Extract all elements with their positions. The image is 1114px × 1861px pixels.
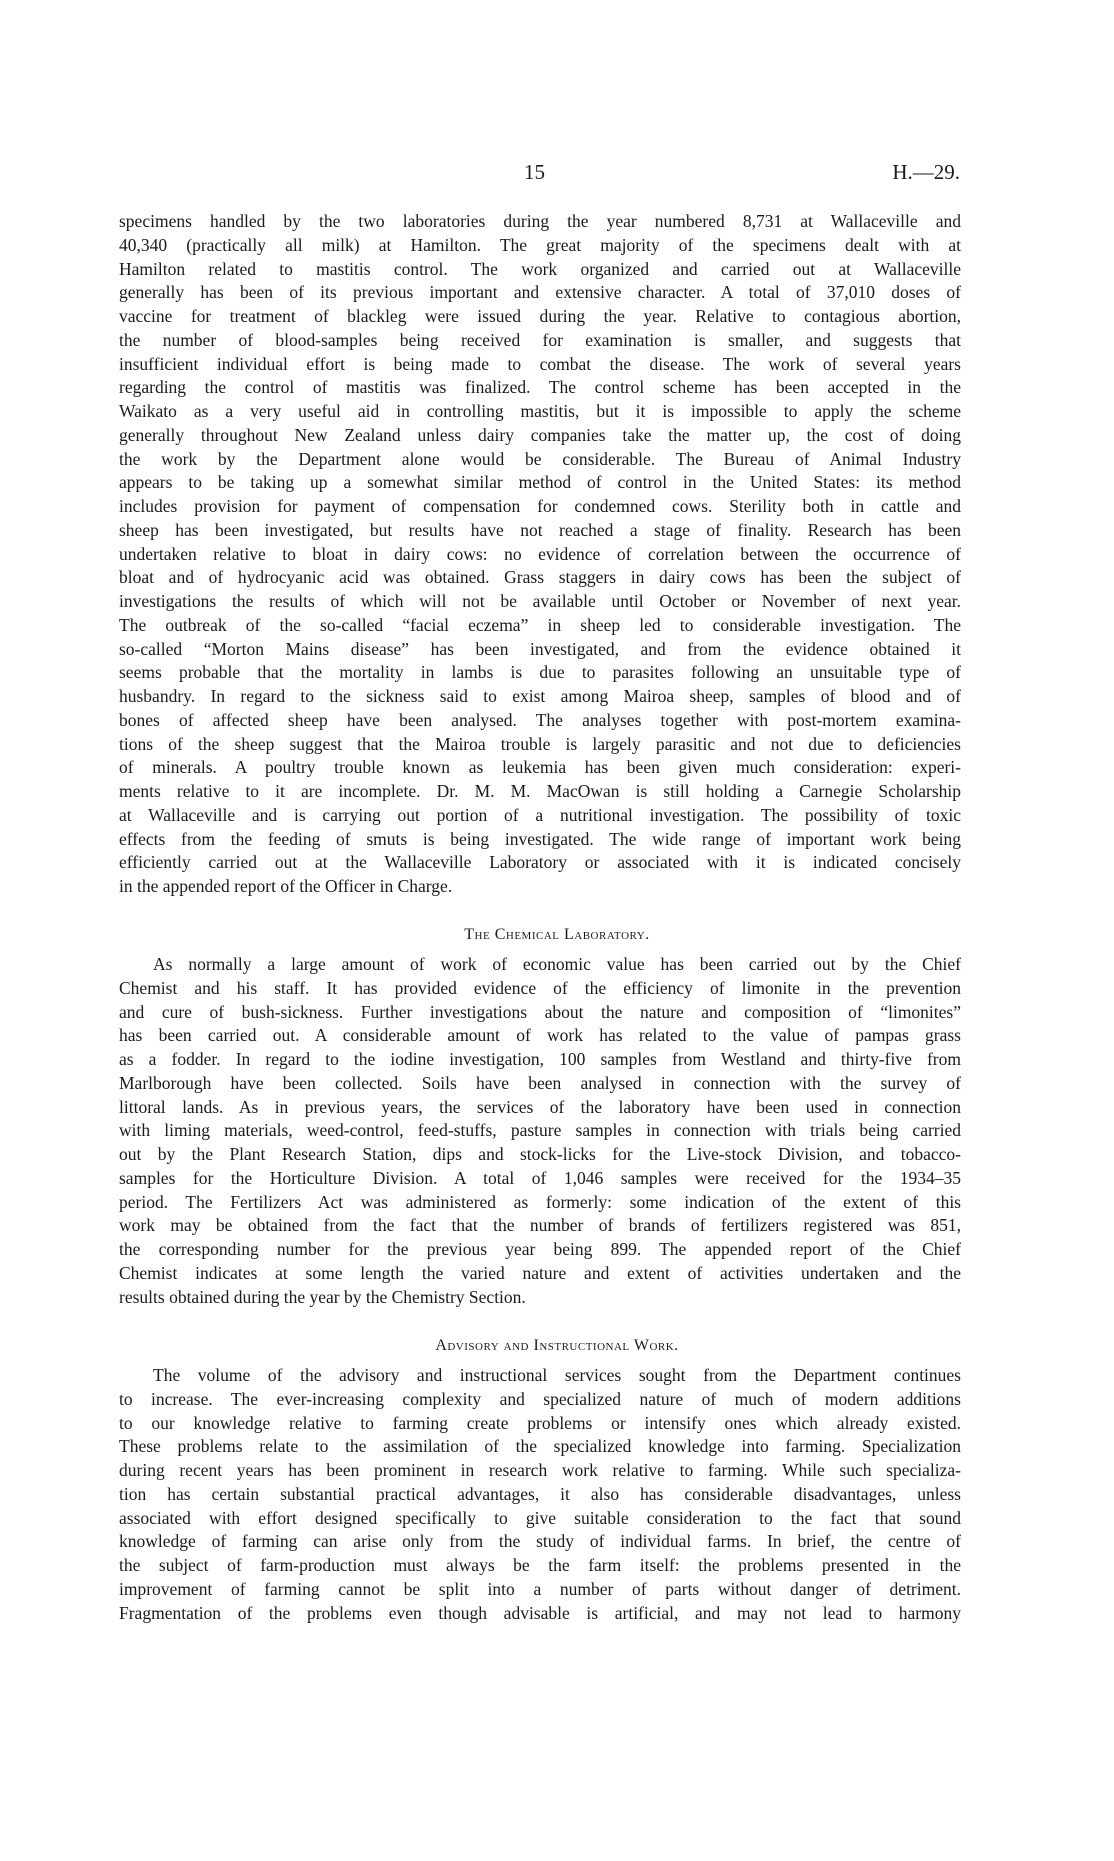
section-heading-advisory-work: Advisory and Instructional Work. bbox=[435, 1337, 679, 1354]
page-number: 15 bbox=[524, 160, 545, 184]
text-line: regarding the control of mastitis was finalized. The control scheme has been accepted in the bbox=[119, 377, 961, 398]
text-line: effects from the feeding of smuts is being investigated. The wide range of important work being bbox=[119, 828, 961, 849]
text-line: efficiently carried out at the Wallaceville Laboratory or associated with it is indicated concisely bbox=[119, 852, 961, 873]
text-line: These problems relate to the assimilation of the specialized knowledge into farming. Specialization bbox=[119, 1436, 961, 1457]
text-line: as a fodder. In regard to the iodine investigation, 100 samples from Westland and thirty-five from bbox=[119, 1049, 961, 1069]
text-line: the number of blood-samples being received for examination is smaller, and suggests that bbox=[119, 329, 961, 350]
text-line: samples for the Horticulture Division. A total of 1,046 samples were received for the 1934–35 bbox=[119, 1167, 961, 1188]
text-line: vaccine for treatment of blackleg were issued during the year. Relative to contagious abortion, bbox=[119, 306, 961, 326]
text-line: the corresponding number for the previous year being 899. The appended report of the Chief bbox=[119, 1239, 961, 1259]
text-line: insufficient individual effort is being made to combat the disease. The work of several years bbox=[119, 353, 961, 374]
text-line: 40,340 (practically all milk) at Hamilton. The great majority of the specimens dealt with at bbox=[119, 234, 961, 255]
text-line: Hamilton related to mastitis control. The work organized and carried out at Wallaceville bbox=[119, 258, 961, 279]
text-line: with liming materials, weed-control, feed-stuffs, pasture samples in connection with trials being carried bbox=[119, 1120, 961, 1141]
text-line: Marlborough have been collected. Soils have been analysed in connection with the survey of bbox=[119, 1072, 961, 1093]
text-line: in the appended report of the Officer in Charge. bbox=[119, 876, 453, 896]
text-line: appears to be taking up a somewhat similar method of control in the United States: its method bbox=[119, 472, 961, 493]
text-line: Waikato as a very useful aid in controlling mastitis, but it is impossible to apply the scheme bbox=[119, 401, 961, 421]
text-line: during recent years has been prominent in research work relative to farming. While such specializa- bbox=[119, 1460, 961, 1480]
paragraph-advisory-work bbox=[119, 1364, 961, 1625]
text-line: the subject of farm-production must always be the farm itself: the problems presented in the bbox=[119, 1555, 961, 1575]
text-line: results obtained during the year by the Chemistry Section. bbox=[119, 1286, 526, 1307]
text-line: to our knowledge relative to farming create problems or intensify ones which already existed. bbox=[119, 1412, 961, 1433]
text-line: to increase. The ever-increasing complexity and specialized nature of much of modern additions bbox=[119, 1388, 961, 1409]
text-line: bloat and of hydrocyanic acid was obtained. Grass staggers in dairy cows has been the subject of bbox=[119, 567, 961, 588]
text-line: The volume of the advisory and instructional services sought from the Department continues bbox=[153, 1365, 961, 1385]
text-line: has been carried out. A considerable amount of work has related to the value of pampas grass bbox=[119, 1025, 961, 1046]
text-line: work may be obtained from the fact that the number of brands of fertilizers registered was 851, bbox=[119, 1215, 961, 1236]
text-line: and cure of bush-sickness. Further investigations about the nature and composition of “limonites” bbox=[119, 1001, 961, 1022]
paragraph-continued bbox=[119, 210, 961, 899]
text-line: improvement of farming cannot be split into a number of parts without danger of detriment. bbox=[119, 1578, 961, 1599]
text-line: Chemist and his staff. It has provided evidence of the efficiency of limonite in the prevention bbox=[119, 977, 961, 998]
text-line: specimens handled by the two laboratories during the year numbered 8,731 at Wallaceville and bbox=[119, 211, 961, 231]
text-line: As normally a large amount of work of economic value has been carried out by the Chief bbox=[153, 954, 961, 974]
text-line: Fragmentation of the problems even though advisable is artificial, and may not lead to harmony bbox=[119, 1602, 961, 1623]
text-line: tion has certain substantial practical advantages, it also has considerable disadvantages, unless bbox=[119, 1483, 961, 1504]
paragraph-chemical-laboratory bbox=[119, 953, 961, 1309]
text-line: out by the Plant Research Station, dips and stock-licks for the Live-stock Division, and tobacco- bbox=[119, 1144, 961, 1164]
text-line: so-called “Morton Mains disease” has been investigated, and from the evidence obtained it bbox=[119, 638, 961, 659]
text-line: includes provision for payment of compensation for condemned cows. Sterility both in cattle and bbox=[119, 496, 961, 516]
text-line: the work by the Department alone would be considerable. The Bureau of Animal Industry bbox=[119, 448, 961, 469]
text-line: period. The Fertilizers Act was administered as formerly: some indication of the extent of this bbox=[119, 1191, 961, 1212]
text-line: generally throughout New Zealand unless dairy companies take the matter up, the cost of doing bbox=[119, 424, 961, 445]
text-line: associated with effort designed specifically to give suitable consideration to the fact that sound bbox=[119, 1507, 961, 1528]
text-line: littoral lands. As in previous years, the services of the laboratory have been used in connection bbox=[119, 1096, 961, 1117]
text-line: undertaken relative to bloat in dairy cows: no evidence of correlation between the occurrence of bbox=[119, 543, 961, 564]
text-line: generally has been of its previous important and extensive character. A total of 37,010 doses of bbox=[119, 282, 961, 303]
text-line: tions of the sheep suggest that the Mairoa trouble is largely parasitic and not due to deficiencies bbox=[119, 733, 961, 754]
text-line: sheep has been investigated, but results have not reached a stage of finality. Research has been bbox=[119, 519, 961, 540]
text-line: knowledge of farming can arise only from the study of individual farms. In brief, the centre of bbox=[119, 1531, 961, 1552]
text-line: at Wallaceville and is carrying out portion of a nutritional investigation. The possibility of toxic bbox=[119, 804, 961, 825]
text-line: husbandry. In regard to the sickness said to exist among Mairoa sheep, samples of blood and of bbox=[119, 686, 961, 706]
section-heading-chemical-laboratory: The Chemical Laboratory. bbox=[464, 926, 650, 943]
text-line: seems probable that the mortality in lambs is due to parasites following an unsuitable type of bbox=[119, 662, 961, 683]
text-line: Chemist indicates at some length the varied nature and extent of activities undertaken and the bbox=[119, 1262, 961, 1283]
text-line: ments relative to it are incomplete. Dr. M. M. MacOwan is still holding a Carnegie Scholarship bbox=[119, 781, 961, 801]
text-line: of minerals. A poultry trouble known as leukemia has been given much consideration: experi- bbox=[119, 757, 961, 778]
text-line: investigations the results of which will not be available until October or November of next year. bbox=[119, 591, 961, 611]
document-reference: H.—29. bbox=[892, 160, 960, 184]
text-line: bones of affected sheep have been analysed. The analyses together with post-mortem examina- bbox=[119, 709, 961, 730]
text-line: The outbreak of the so-called “facial eczema” in sheep led to considerable investigation. The bbox=[119, 614, 961, 635]
